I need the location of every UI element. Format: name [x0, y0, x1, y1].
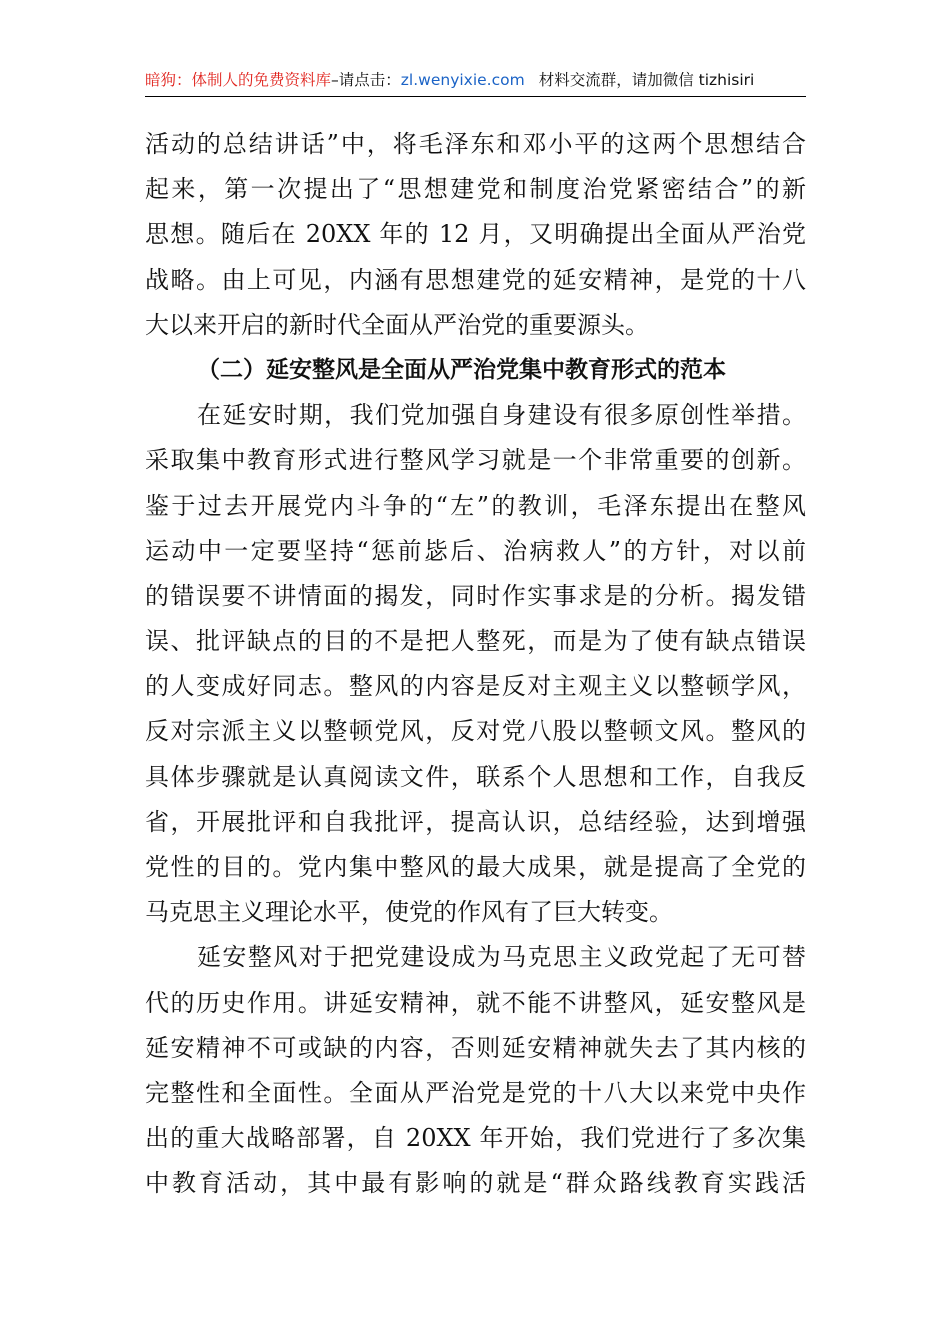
text-line: 完整性和全面性。全面从严治党是党的十八大以来党中央作 [145, 1078, 806, 1107]
text-line: 运动中一定要坚持“惩前毖后、治病救人”的方针，对以前 [145, 536, 806, 565]
text-line: 思想。随后在 20XX 年的 12 月，又明确提出全面从严治党 [145, 220, 806, 249]
text-line: 采取集中教育形式进行整风学习就是一个非常重要的创新。 [145, 446, 806, 475]
text-line: 大以来开启的新时代全面从严治党的重要源头。 [145, 310, 649, 339]
text-line: 活动的总结讲话”中，将毛泽东和邓小平的这两个思想结合 [145, 130, 806, 158]
text-line: 的人变成好同志。整风的内容是反对主观主义以整顿学风， [145, 672, 806, 701]
text-line: 延安整风对于把党建设成为马克思主义政党起了无可替 [197, 943, 806, 972]
text-line: 在延安时期，我们党加强自身建设有很多原创性举措。 [197, 401, 806, 430]
header-group-note: 材料交流群，请加微信 tizhisiri [538, 71, 755, 89]
section-heading: （二）延安整风是全面从严治党集中教育形式的范本 [197, 356, 726, 383]
text-line: 代的历史作用。讲延安精神，就不能不讲整风，延安整风是 [145, 988, 806, 1017]
text-line: 具体步骤就是认真阅读文件，联系个人思想和工作，自我反 [145, 762, 806, 791]
text-line: 中教育活动，其中最有影响的就是“群众路线教育实践活 [145, 1169, 806, 1198]
page-header [145, 68, 806, 97]
text-line: 反对宗派主义以整顿党风，反对党八股以整顿文风。整风的 [145, 717, 806, 746]
text-line: 鉴于过去开展党内斗争的“左”的教训，毛泽东提出在整风 [145, 491, 806, 520]
text-line: 出的重大战略部署，自 20XX 年开始，我们党进行了多次集 [145, 1124, 806, 1153]
text-line: 误、批评缺点的目的不是把人整死，而是为了使有缺点错误 [145, 627, 806, 656]
text-line: 战略。由上可见，内涵有思想建党的延安精神，是党的十八 [145, 265, 806, 294]
text-line: 马克思主义理论水平，使党的作风有了巨大转变。 [145, 898, 673, 927]
text-line: 起来，第一次提出了“思想建党和制度治党紧密结合”的新 [145, 175, 806, 204]
header-url-link[interactable]: zl.wenyixie.com [400, 71, 525, 89]
document-body [145, 122, 806, 1207]
text-line: 省，开展批评和自我批评，提高认识，总结经验，达到增强 [145, 807, 806, 836]
text-line: 延安精神不可或缺的内容，否则延安精神就失去了其内核的 [145, 1033, 806, 1062]
text-line: 的错误要不讲情面的揭发，同时作实事求是的分析。揭发错 [145, 581, 806, 610]
text-line: 党性的目的。党内集中整风的最大成果，就是提高了全党的 [145, 853, 806, 881]
header-click-prompt: –请点击： [331, 71, 401, 89]
header-site-name: 暗狗：体制人的免费资料库 [145, 71, 332, 89]
